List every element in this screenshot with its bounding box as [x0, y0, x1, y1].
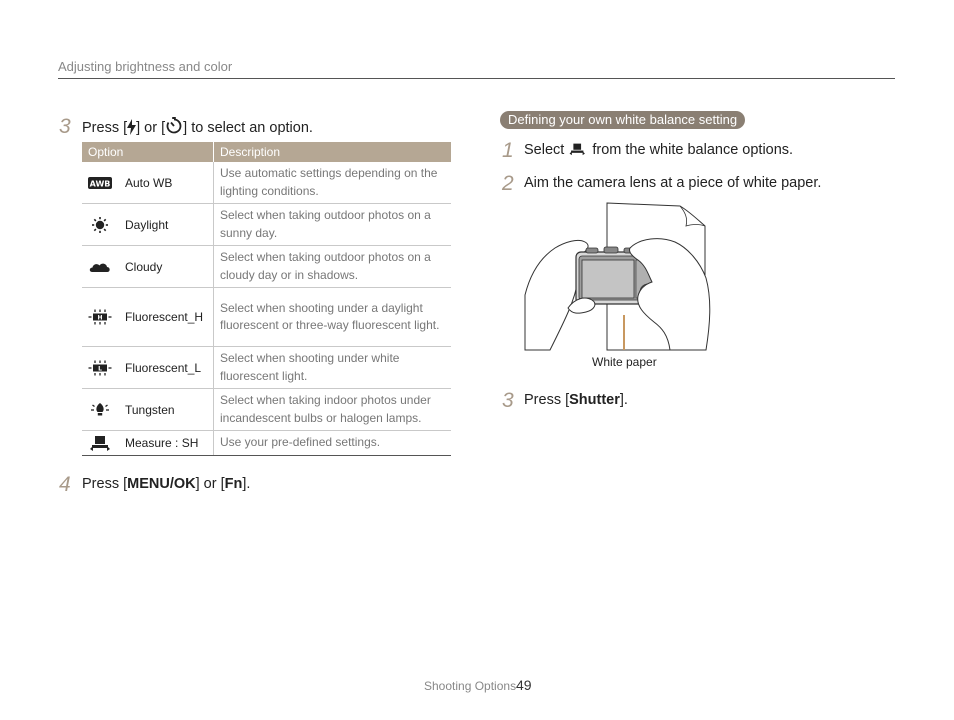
cloudy-icon	[88, 259, 114, 275]
footer-section-label: Shooting Options	[424, 679, 517, 693]
page-number: 49	[516, 677, 532, 693]
column-header-description: Description	[214, 142, 452, 162]
svg-text:AWB: AWB	[89, 179, 111, 188]
camera-white-paper-illustration	[520, 200, 720, 360]
step-number: 1	[502, 139, 514, 162]
header-rule	[58, 78, 895, 79]
step-3-shutter-instruction: Press [Shutter].	[524, 392, 628, 408]
step-1-instruction: Select from the white balance options.	[524, 142, 794, 158]
menu-ok-key: MENU/OK	[127, 476, 196, 492]
daylight-icon	[88, 217, 114, 233]
tungsten-icon	[88, 402, 114, 418]
timer-icon	[165, 117, 183, 135]
section-header: Adjusting brightness and color	[58, 59, 233, 74]
fn-key: Fn	[224, 476, 243, 492]
step-4-instruction: Press [MENU/OK] or [Fn].	[82, 476, 251, 492]
step-number: 3	[59, 115, 71, 138]
fluorescent-l-icon	[88, 360, 114, 376]
subsection-pill: Defining your own white balance setting	[500, 111, 745, 129]
illustration-label: White paper	[592, 355, 657, 369]
custom-wb-icon	[568, 141, 588, 157]
column-header-option: Option	[82, 142, 214, 162]
table-row: AWB Auto WB Use automatic settings depending on the lighting conditions.	[82, 162, 451, 204]
shutter-key: Shutter	[569, 392, 620, 408]
table-row: Tungsten Select when taking indoor photos under incandescent bulbs or halogen lamps.	[82, 389, 451, 431]
step-2-instruction: Aim the camera lens at a piece of white paper.	[524, 175, 822, 191]
step-number: 2	[502, 172, 514, 195]
svg-text:H: H	[97, 314, 103, 322]
step-number: 4	[59, 473, 71, 496]
white-balance-options-table	[82, 142, 451, 456]
table-row: Measure : SH Use your pre-defined settings.	[82, 431, 451, 456]
custom-wb-icon	[88, 435, 114, 451]
step-3-instruction: Press [ ] or [ ] to select an option.	[82, 117, 313, 137]
table-row: L Fluorescent_L Select when shooting under white fluorescent light.	[82, 347, 451, 389]
svg-text:L: L	[98, 365, 102, 372]
table-row: H Fluorescent_H Select when shooting under a daylight fluorescent or three-way fluorescent light.	[82, 288, 451, 347]
fluorescent-h-icon	[88, 309, 114, 325]
step-number: 3	[502, 389, 514, 412]
flash-icon	[127, 119, 136, 135]
table-row: Daylight Select when taking outdoor photos on a sunny day.	[82, 204, 451, 246]
awb-icon	[88, 175, 114, 191]
table-row: Cloudy Select when taking outdoor photos on a cloudy day or in shadows.	[82, 246, 451, 288]
